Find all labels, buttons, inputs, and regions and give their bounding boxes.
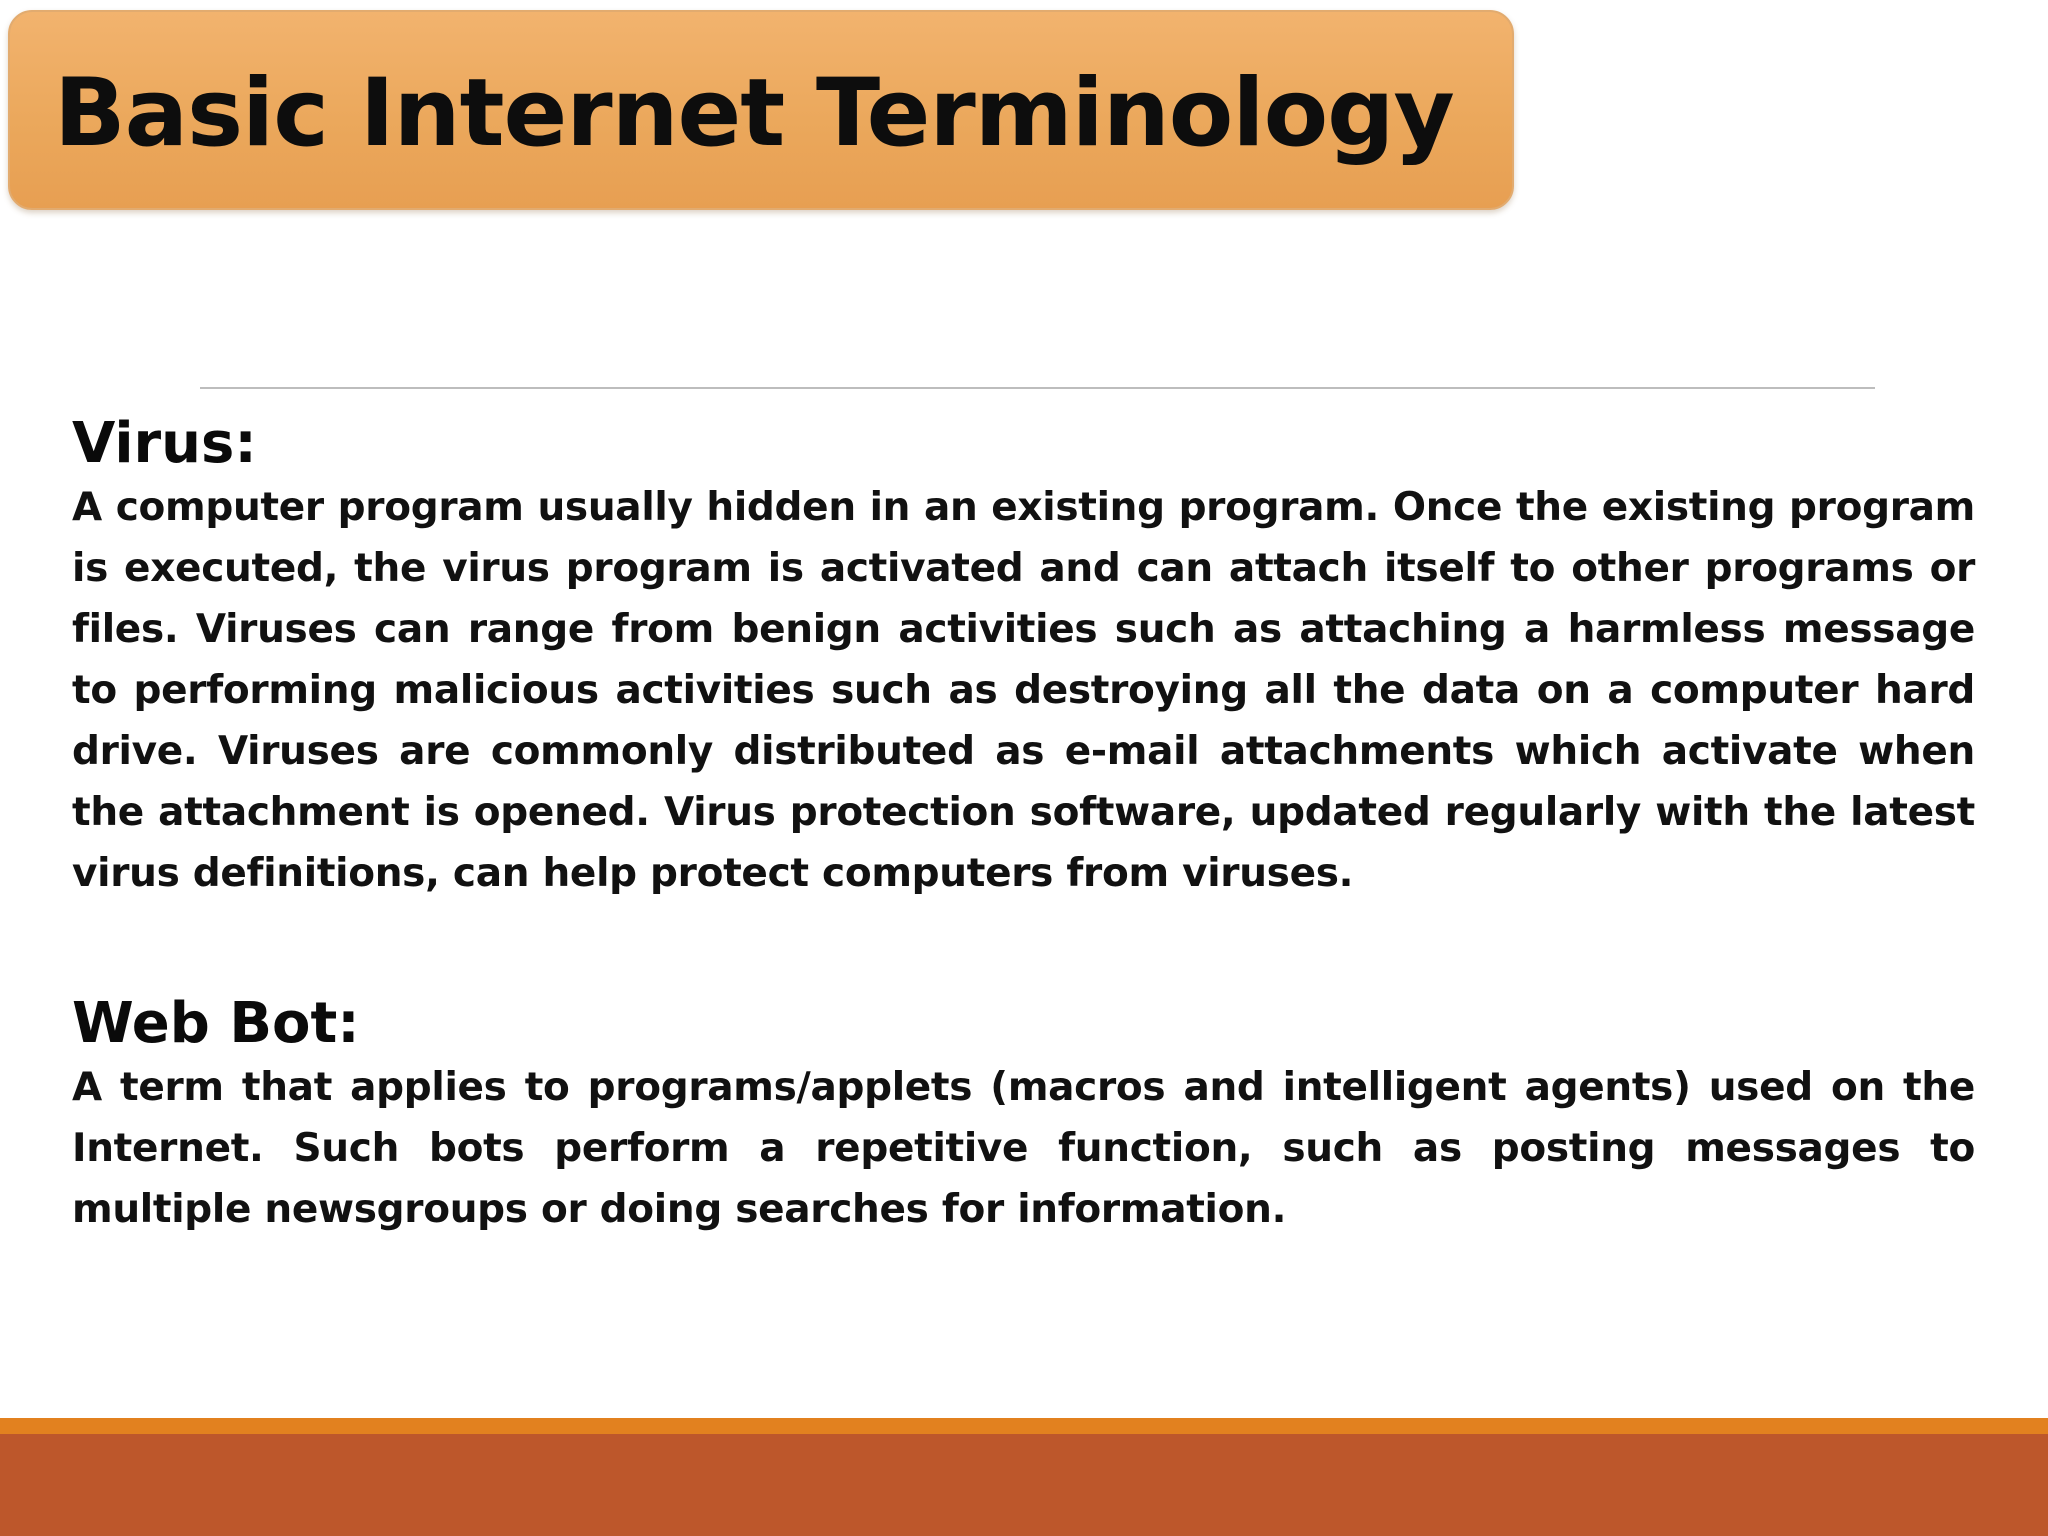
term-web-bot <box>72 990 1975 1240</box>
term-definition-web-bot: A term that applies to programs/applets (macros and intelligent agents) used on the Internet. Such bots perform a repetitive function, such as posting messages to multiple newsgroups or doing searches for information. <box>72 1065 1975 1233</box>
title-divider <box>200 387 1875 389</box>
term-virus <box>72 410 1975 904</box>
slide-content <box>72 410 1975 1240</box>
footer-band <box>0 1434 2048 1536</box>
title-banner <box>8 10 1514 210</box>
term-definition-virus: A computer program usually hidden in an existing program. Once the existing program is executed, the virus program is activated and can attach itself to other programs or files. Viruses can range from benign activities such as attaching a harmless message to performing malicious activities such as destroying all the data on a computer hard drive. Viruses are commonly distributed as e-mail attachments which activate when the attachment is opened. Virus protection software, updated regularly with the latest virus definitions, can help protect computers from viruses. <box>72 485 1975 897</box>
footer-stripe <box>0 1418 2048 1434</box>
term-heading-virus: Virus: <box>72 411 257 476</box>
slide-title: Basic Internet Terminology <box>54 59 1454 168</box>
term-heading-web-bot: Web Bot: <box>72 991 360 1057</box>
